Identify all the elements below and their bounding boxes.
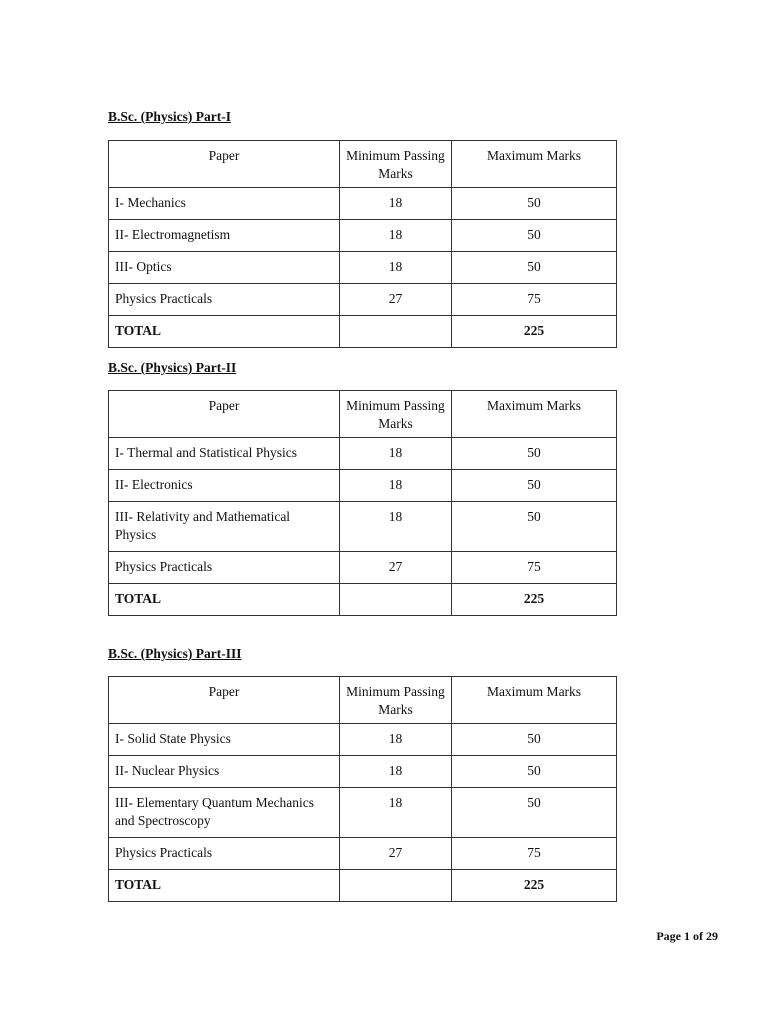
table-row — [109, 724, 617, 756]
table-row — [109, 552, 617, 584]
total-label: TOTAL — [109, 870, 340, 902]
min-marks: 18 — [340, 470, 452, 502]
total-max: 225 — [452, 316, 617, 348]
total-min — [340, 870, 452, 902]
paper-name: II- Electromagnetism — [109, 220, 340, 252]
paper-name: Physics Practicals — [109, 284, 340, 316]
table-header-row — [109, 141, 617, 188]
header-min-passing: Minimum Passing Marks — [340, 141, 452, 188]
total-min — [340, 316, 452, 348]
part-1-title: B.Sc. (Physics) Part-I — [108, 109, 231, 124]
paper-name: I- Thermal and Statistical Physics — [109, 438, 340, 470]
min-marks: 18 — [340, 220, 452, 252]
part-3-marks-table — [108, 676, 617, 902]
total-row — [109, 584, 617, 616]
paper-name: III- Relativity and Mathematical Physics — [109, 502, 340, 552]
part-3-section — [108, 646, 616, 892]
total-label: TOTAL — [109, 316, 340, 348]
max-marks: 50 — [452, 438, 617, 470]
min-marks: 27 — [340, 284, 452, 316]
max-marks: 75 — [452, 552, 617, 584]
header-paper: Paper — [109, 677, 340, 724]
table-row — [109, 788, 617, 838]
max-marks: 50 — [452, 724, 617, 756]
paper-name: Physics Practicals — [109, 838, 340, 870]
min-marks: 18 — [340, 756, 452, 788]
max-marks: 50 — [452, 252, 617, 284]
paper-name: II- Nuclear Physics — [109, 756, 340, 788]
header-max-marks: Maximum Marks — [452, 677, 617, 724]
part-3-title: B.Sc. (Physics) Part-III — [108, 646, 242, 661]
min-marks: 18 — [340, 438, 452, 470]
max-marks: 50 — [452, 470, 617, 502]
min-marks: 18 — [340, 188, 452, 220]
header-min-passing: Minimum Passing Marks — [340, 677, 452, 724]
min-marks: 18 — [340, 724, 452, 756]
table-row — [109, 502, 617, 552]
header-max-marks: Maximum Marks — [452, 391, 617, 438]
total-row — [109, 870, 617, 902]
total-min — [340, 584, 452, 616]
page-number: Page 1 of 29 — [656, 929, 718, 943]
total-row — [109, 316, 617, 348]
min-marks: 18 — [340, 252, 452, 284]
table-row — [109, 756, 617, 788]
header-paper: Paper — [109, 391, 340, 438]
part-2-section — [108, 360, 616, 606]
part-1-section — [108, 109, 616, 338]
table-row — [109, 838, 617, 870]
table-row — [109, 470, 617, 502]
max-marks: 50 — [452, 788, 617, 838]
paper-name: III- Optics — [109, 252, 340, 284]
max-marks: 50 — [452, 220, 617, 252]
table-row — [109, 252, 617, 284]
paper-name: Physics Practicals — [109, 552, 340, 584]
part-1-marks-table — [108, 140, 617, 348]
max-marks: 50 — [452, 502, 617, 552]
max-marks: 50 — [452, 188, 617, 220]
table-row — [109, 220, 617, 252]
header-min-passing: Minimum Passing Marks — [340, 391, 452, 438]
table-header-row — [109, 391, 617, 438]
header-paper: Paper — [109, 141, 340, 188]
min-marks: 27 — [340, 838, 452, 870]
table-row — [109, 188, 617, 220]
paper-name: II- Electronics — [109, 470, 340, 502]
table-header-row — [109, 677, 617, 724]
max-marks: 75 — [452, 838, 617, 870]
part-2-marks-table — [108, 390, 617, 616]
paper-name: I- Solid State Physics — [109, 724, 340, 756]
max-marks: 50 — [452, 756, 617, 788]
part-2-title: B.Sc. (Physics) Part-II — [108, 360, 237, 375]
min-marks: 18 — [340, 788, 452, 838]
max-marks: 75 — [452, 284, 617, 316]
table-row — [109, 284, 617, 316]
table-row — [109, 438, 617, 470]
min-marks: 18 — [340, 502, 452, 552]
paper-name: III- Elementary Quantum Mechanics and Spectroscopy — [109, 788, 340, 838]
total-max: 225 — [452, 584, 617, 616]
paper-name: I- Mechanics — [109, 188, 340, 220]
min-marks: 27 — [340, 552, 452, 584]
header-max-marks: Maximum Marks — [452, 141, 617, 188]
total-label: TOTAL — [109, 584, 340, 616]
total-max: 225 — [452, 870, 617, 902]
